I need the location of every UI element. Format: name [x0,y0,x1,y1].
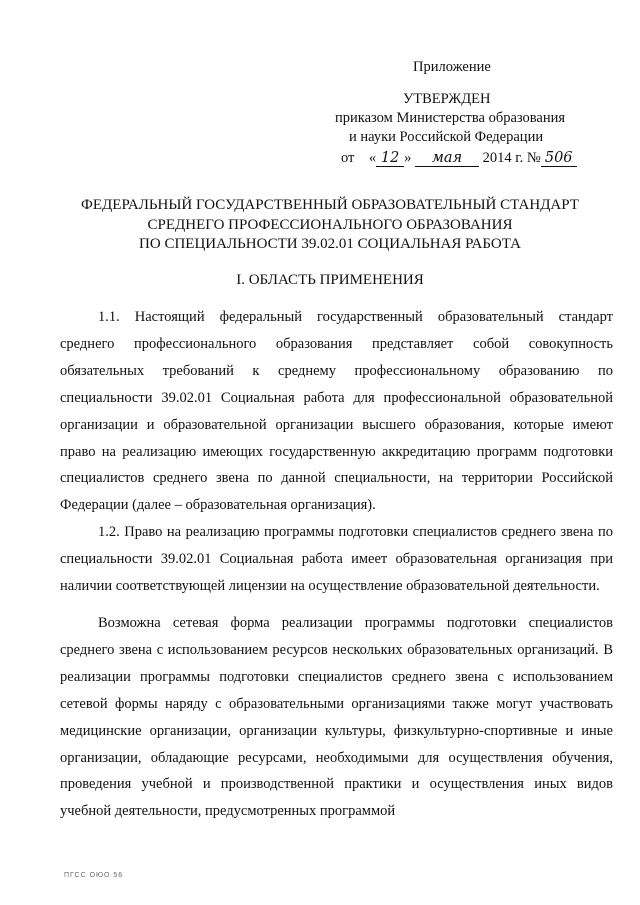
paragraph-1-2: 1.2. Право на реализацию программы подготовки специалистов среднего звена по специальности 39.02.01 Социальная работа имеет образовательная организация при наличии соответствующей лицензии на осуществление образовательной деятельности. [60,524,613,595]
document-body [60,304,613,825]
paragraph-1-1: 1.1. Настоящий федеральный государственный образовательный стандарт среднего профессионального образования представляет собой совокупность обязательных требований к среднему профессиональному образованию по специальности 39.02.01 Социальная работа для профессиональной образовательной организации и образовательной организации высшего образования, которые имеют право на реализацию имеющих государственную аккредитацию программ подготовки специалистов среднего звена по данной специальности, на территории Российской Федерации (далее – образовательная организация). [60,309,613,514]
order-number-handwritten: 506 [541,151,577,167]
paragraph-network-form: Возможна сетевая форма реализации программы подготовки специалистов среднего звена с использованием ресурсов нескольких образовательных организаций. В реализации программы подготовки специалистов среднего звена с использованием сетевой формы наряду с образовательными организациями также могут участвовать медицинские организации, организации культуры, физкультурно-спортивные и иные организации, обладающие ресурсами, необходимыми для осуществления обучения, проведения учебной и производственной практики и осуществления иных видов учебной деятельности, предусмотренных программой [60,614,613,820]
document-title [40,196,620,255]
approval-block [335,58,615,168]
from-label: от [341,150,355,166]
order-line-2: и науки Российской Федерации [349,129,544,145]
section-heading: I. ОБЛАСТЬ ПРИМЕНЕНИЯ [236,272,424,288]
approved-label: УТВЕРЖДЕН [403,91,491,107]
order-year-label: 2014 г. № [482,150,541,166]
order-line-1: приказом Министерства образования [335,110,566,126]
order-month-handwritten: мая [415,151,479,167]
title-line-3: ПО СПЕЦИАЛЬНОСТИ 39.02.01 СОЦИАЛЬНАЯ РАБОТА [139,236,521,252]
appendix-label: Приложение [413,59,491,75]
title-line-1: ФЕДЕРАЛЬНЫЙ ГОСУДАРСТВЕННЫЙ ОБРАЗОВАТЕЛЬНЫЙ СТАНДАРТ [81,197,579,213]
open-quote: « [368,150,377,166]
order-day-handwritten: 12 [376,151,404,167]
footer-code: ПГСС ОЮО 56 [64,872,124,879]
title-line-2: СРЕДНЕГО ПРОФЕССИОНАЛЬНОГО ОБРАЗОВАНИЯ [147,216,513,233]
close-quote: » [404,150,412,166]
order-date-line [341,149,615,168]
